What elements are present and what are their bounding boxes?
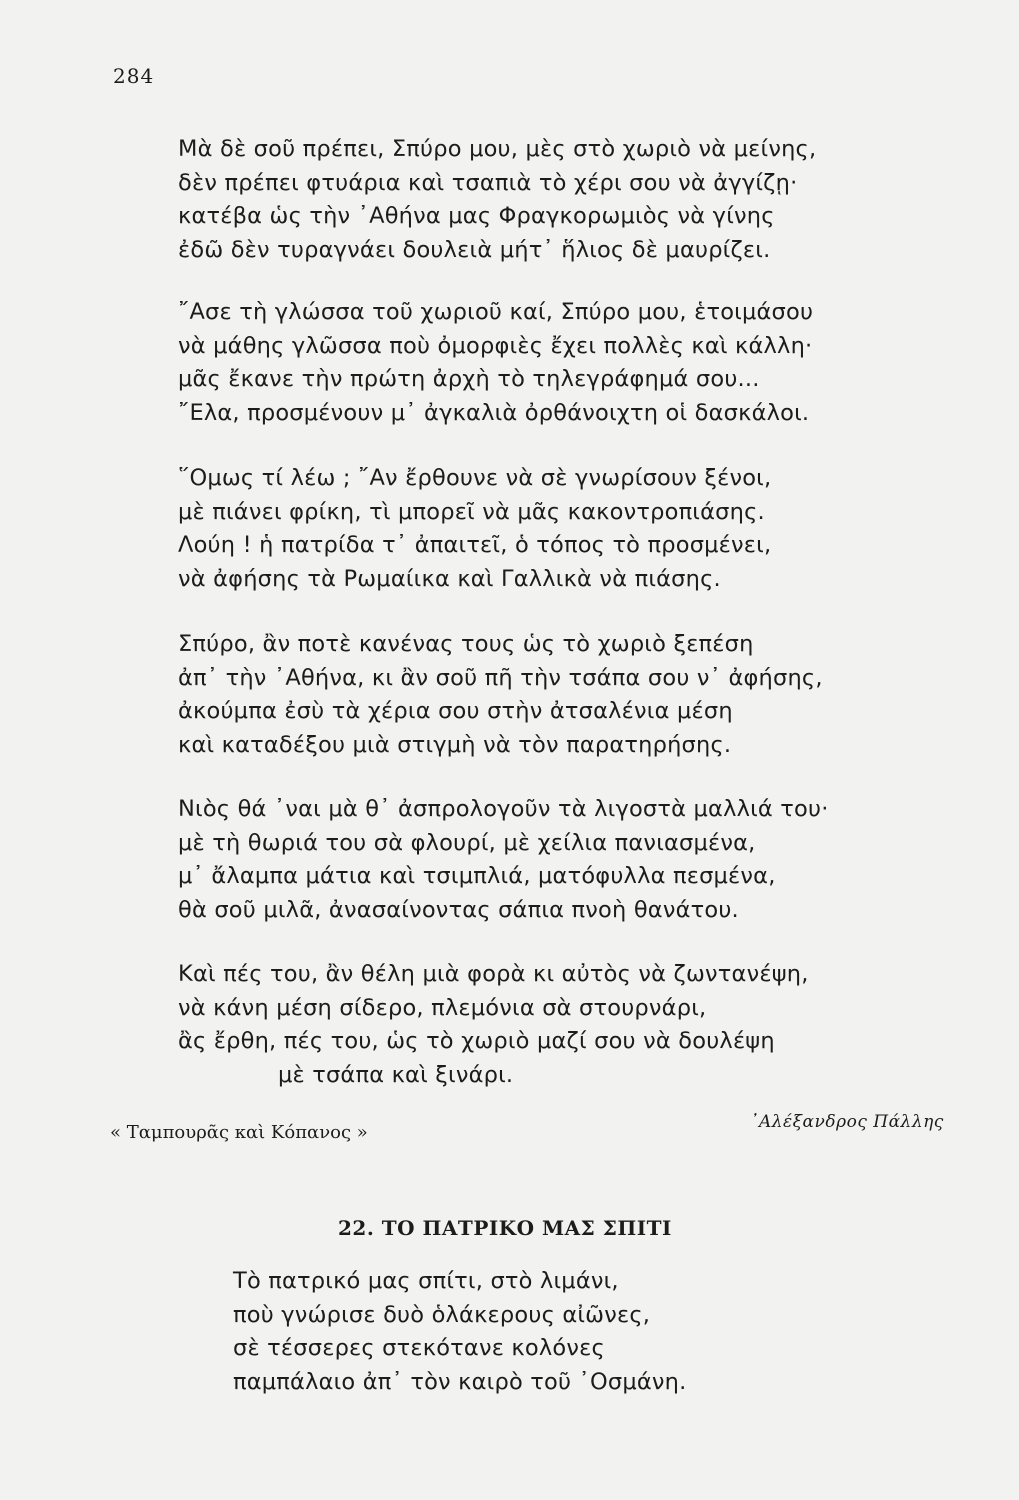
verse-line: Λούη ! ἡ πατρίδα τ᾿ ἀπαιτεῖ, ὁ τόπος τὸ προσμένει, [178, 532, 772, 558]
verse-line: νὰ κάνη μέση σίδερο, πλεμόνια σὰ στουρνάρι, [178, 994, 707, 1021]
verse-line: ἀπ᾿ τὴν ᾿Αθήνα, κι ἂν σοῦ πῆ τὴν τσάπα σου ν᾿ ἀφήσης, [178, 664, 823, 691]
verse-line: μὲ πιάνει φρίκη, τὶ μπορεῖ νὰ μᾶς κακοντροπιάσης. [178, 498, 765, 525]
verse-line: ῎Ασε τὴ γλώσσα τοῦ χωριοῦ καί, Σπύρο μου, ἑτοιμάσου [178, 299, 814, 325]
stanza-poem2 [233, 1265, 1019, 1399]
verse-line: ῎Ελα, προσμένουν μ᾿ ἀγκαλιὰ ὀρθάνοιχτη οἱ δασκάλοι. [178, 399, 810, 426]
verse-line: σὲ τέσσερες στεκότανε κολόνες [233, 1335, 605, 1361]
verse-line: ποὺ γνώρισε δυὸ ὁλάκερους αἰῶνες, [233, 1301, 651, 1328]
verse-line: Μὰ δὲ σοῦ πρέπει, Σπύρο μου, μὲς στὸ χωριὸ νὰ μείνης, [178, 136, 817, 162]
verse-line: μᾶς ἔκανε τὴν πρώτη ἀρχὴ τὸ τηλεγράφημά σου... [178, 366, 760, 392]
verse-line: Σπύρο, ἂν ποτὲ κανένας τους ὡς τὸ χωριὸ ξεπέση [178, 631, 754, 657]
verse-line: καὶ καταδέξου μιὰ στιγμὴ νὰ τὸν παρατηρήσης. [178, 731, 732, 758]
stanza-6 [178, 958, 968, 1092]
stanza-4 [178, 628, 968, 762]
source-citation: « Ταμπουρᾶς καὶ Κόπανος » [110, 1122, 368, 1143]
verse-line: ἐδῶ δὲν τυραγνάει δουλειὰ μήτ᾿ ἥλιος δὲ μαυρίζει. [178, 236, 771, 263]
stanza-2 [178, 296, 968, 430]
section-title: 22. ΤΟ ΠΑΤΡΙΚΟ ΜΑΣ ΣΠΙΤΙ [338, 1216, 672, 1240]
verse-line: μὲ τσάπα καὶ ξινάρι. [278, 1061, 514, 1088]
verse-line: νὰ ἀφήσης τὰ Ρωμαίικα καὶ Γαλλικὰ νὰ πιάσης. [178, 565, 721, 592]
verse-line: Νιὸς θά ᾿ναι μὰ θ᾿ ἀσπρολογοῦν τὰ λιγοστὰ μαλλιά του· [178, 796, 829, 822]
verse-line: ἀκούμπα ἐσὺ τὰ χέρια σου στὴν ἀτσαλένια μέση [178, 698, 733, 724]
verse-line: δὲν πρέπει φτυάρια καὶ τσαπιὰ τὸ χέρι σου νὰ ἀγγίζῃ· [178, 169, 798, 196]
page-number: 284 [113, 64, 155, 88]
stanza-3 [178, 462, 968, 596]
verse-line: ἂς ἔρθη, πές του, ὡς τὸ χωριὸ μαζί σου νὰ δουλέψη [178, 1028, 775, 1054]
verse-line: θὰ σοῦ μιλᾶ, ἀνασαίνοντας σάπια πνοὴ θανάτου. [178, 896, 739, 923]
verse-line: ῞Ομως τί λέω ; ῎Αν ἔρθουνε νὰ σὲ γνωρίσουν ξένοι, [178, 465, 772, 491]
verse-line: Τὸ πατρικό μας σπίτι, στὸ λιμάνι, [233, 1268, 619, 1294]
verse-line: κατέβα ὡς τὴν ᾿Αθήνα μας Φραγκορωμιὸς νὰ γίνης [178, 203, 775, 229]
stanza-1 [178, 133, 968, 267]
verse-line: νὰ μάθης γλῶσσα ποὺ ὀμορφιὲς ἔχει πολλὲς καὶ κάλλη· [178, 332, 813, 359]
stanza-5 [178, 793, 968, 927]
verse-line: Καὶ πές του, ἂν θέλη μιὰ φορὰ κι αὐτὸς νὰ ζωντανέψη, [178, 961, 809, 987]
verse-line: μ᾿ ἄλαμπα μάτια καὶ τσιμπλιά, ματόφυλλα πεσμένα, [178, 863, 776, 889]
verse-line: μὲ τὴ θωριά του σὰ φλουρί, μὲ χείλια πανιασμένα, [178, 829, 756, 856]
verse-line: παμπάλαιο ἀπ᾿ τὸν καιρὸ τοῦ ᾿Οσμάνη. [233, 1368, 687, 1395]
author-signature: ᾿Αλέξανδρος Πάλλης [750, 1112, 944, 1132]
